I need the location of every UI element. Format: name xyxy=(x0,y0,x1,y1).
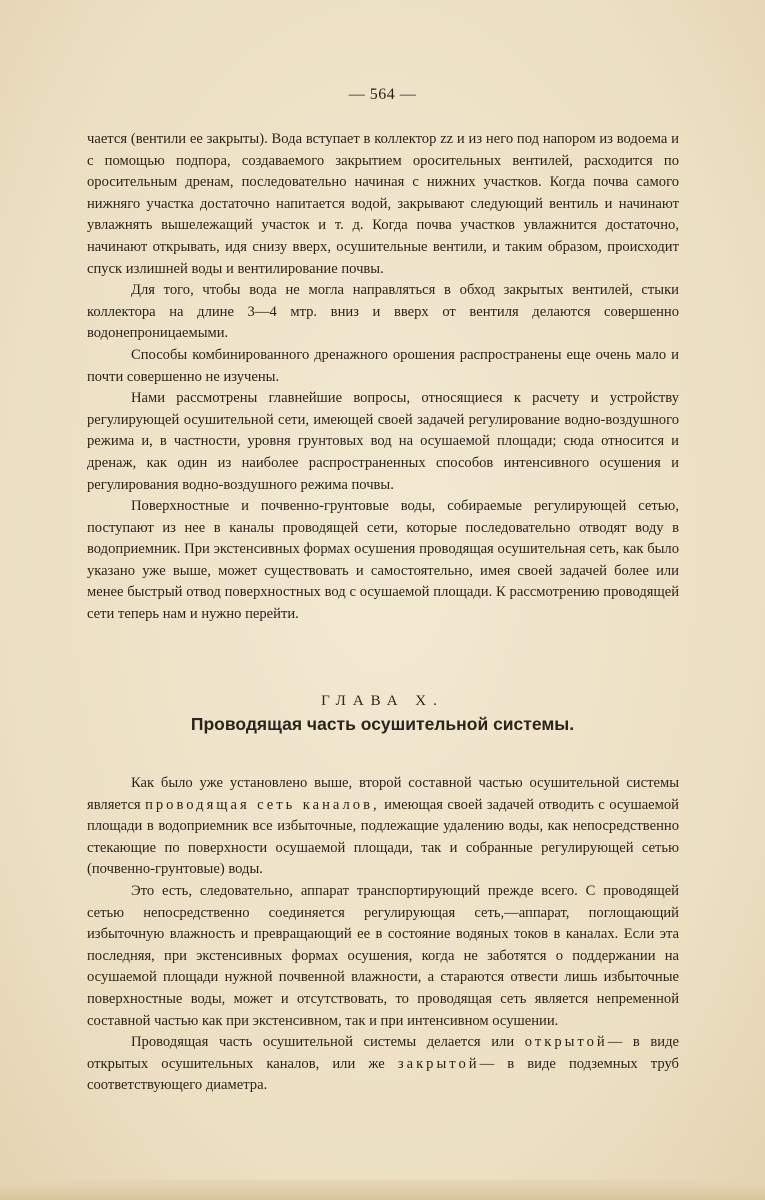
paragraph: Это есть, следовательно, аппарат транспортирующий прежде всего. С проводящей сетью непосредственно соединяется регулирующая сеть,—аппарат, поглощающий избыточную влажность и превращающий ее в состояние водяных токов в каналах. Если эта последняя, при экстенсивных формах осушения, когда не заботятся о поддержании на осушаемой площади нужной почвенной влажности, а стараются отвести лишь избыточные поверхностные воды, может и отсутствовать, то проводящая сеть является непременной составной частью как при экстенсивном, так и при интенсивном осушении. xyxy=(87,882,679,1029)
paragraph xyxy=(87,773,679,881)
paragraph-text: Проводящая часть осушительной системы делается или xyxy=(131,1034,515,1051)
paragraph: Нами рассмотрены главнейшие вопросы, относящиеся к расчету и устройству регулирующей осушительной сети, имеющей своей задачей регулирование водно-воздушного режима и, в частности, уровня грунтовых вод на осушаемой площади; сюда относится и дренаж, как один из наиболее распространенных способов интенсивного осушения и регулирования водно-воздушного режима почвы. xyxy=(87,390,679,493)
paragraph: чается (вентили ее закрыты). Вода вступает в коллектор zz и из него под напором из водоема и с помощью подпора, создаваемого закрытием оросительных вентилей, расходится по оросительным дренам, последовательно начиная с нижних участков. Когда почва самого нижняго участка достаточно напитается водой, закрывают следующий вентиль и начинают увлажнять вышележащий участок и т. д. Когда почва участков увлажнится достаточно, начинают открывать, идя снизу вверх, осушительные вентили, и таким образом, происходит спуск излишней воды и вентилирование почвы. xyxy=(87,131,679,277)
paragraph: Поверхностные и почвенно-грунтовые воды, собираемые регулирующей сетью, поступают из нее в каналы проводящей сети, которые последовательно отводят воду в водоприемник. При экстенсивных формах осушения проводящая осушительная сеть, как было указано уже выше, может существовать и самостоятельно, имея своей задачей более или менее быстрый отвод поверхностных вод с осушаемой площади. К рассмотрению проводящей сети теперь нам и нужно перейти. xyxy=(87,498,679,623)
chapter-title: Проводящая часть осушительной системы. xyxy=(190,714,575,734)
paragraph: Для того, чтобы вода не могла направляться в обход закрытых вентилей, стыки коллектора на длине 3—4 мтр. вниз и вверх от вентиля делаются совершенно водонепроницаемыми. xyxy=(87,282,679,342)
chapter-label: ГЛАВА X. xyxy=(321,693,444,709)
emphasized-term: проводящая сеть каналов, xyxy=(145,796,380,813)
text-block-lower xyxy=(87,773,679,1097)
page-bottom-edge xyxy=(0,1180,765,1200)
paragraph-text: имеющая своей задачей отводить с осушаемой площади в водоприемник все избыточные, подлежащие удалению воды, как непосредственно стекающие по поверхности осушаемой площади, так и собранные регулирующей сетью (почвенно-грунтовые) воды. xyxy=(87,796,679,878)
text-block-upper xyxy=(87,129,679,626)
paragraph-text: — в виде открытых осушительных каналов, или же xyxy=(87,1034,680,1072)
paragraph xyxy=(87,1032,679,1097)
emphasized-term: открытой xyxy=(524,1034,608,1051)
paragraph-text: Как было уже установлено выше, второй составной частью осушительной системы является xyxy=(87,775,679,813)
page-number: — 564 — xyxy=(348,86,417,103)
emphasized-term: закрытой xyxy=(397,1055,480,1072)
paragraph: Способы комбинированного дренажного орошения распространены еще очень мало и почти совершенно не изучены. xyxy=(87,346,679,385)
paragraph-text: — в виде подземных труб соответствующего диаметра. xyxy=(87,1055,679,1094)
